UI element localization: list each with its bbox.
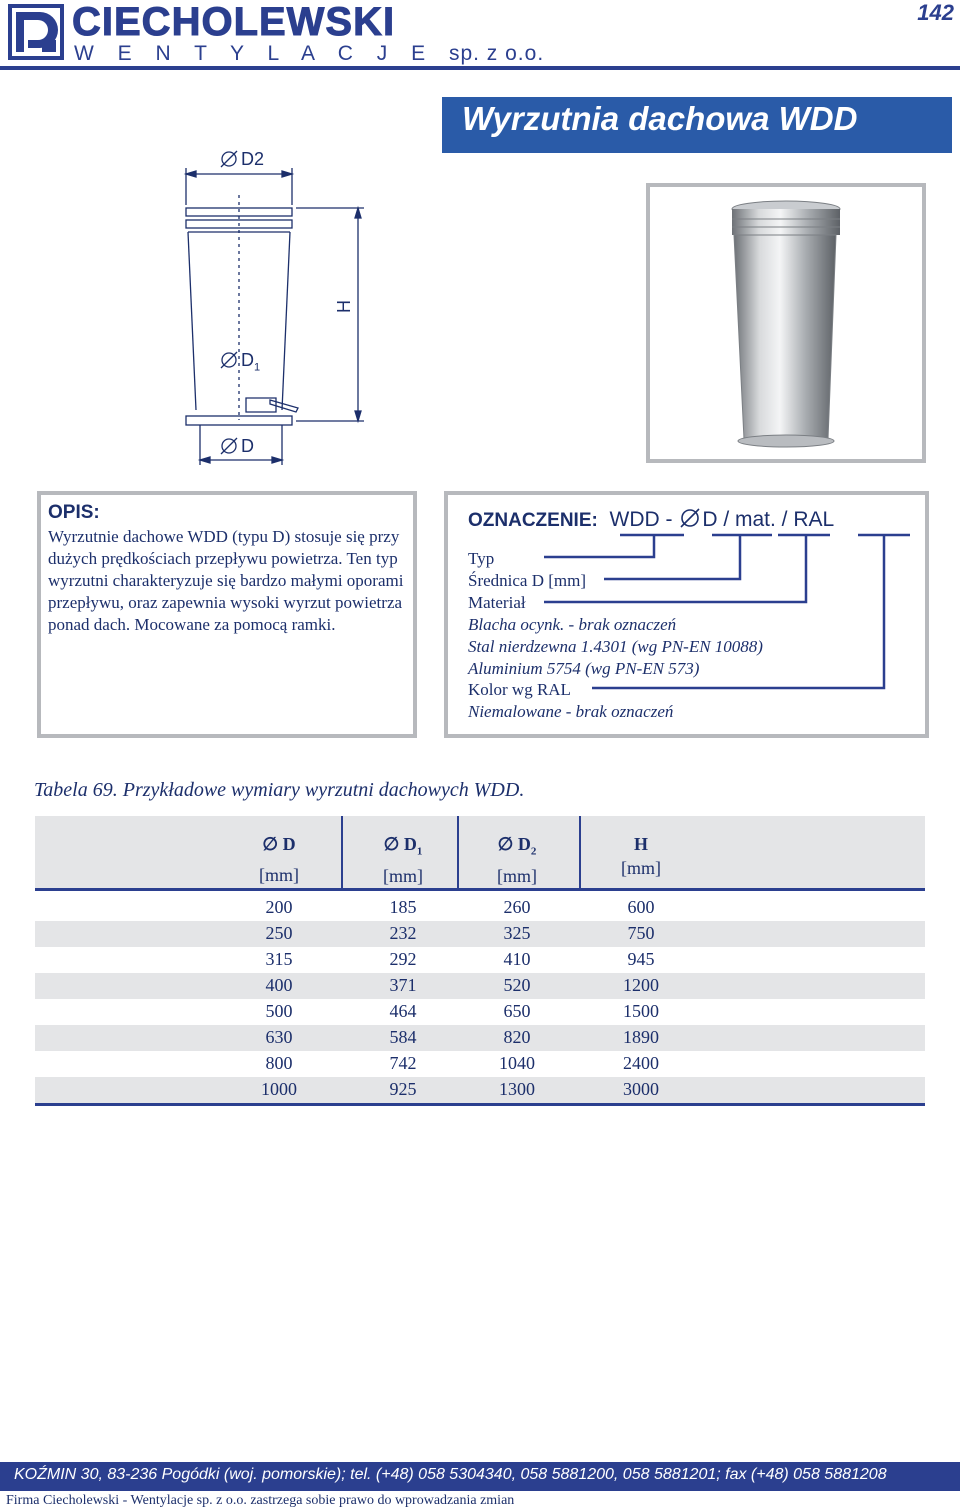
designation-line-diameter: Średnica D [mm] xyxy=(468,571,587,590)
description-text: Wyrzutnie dachowe WDD (typu D) stosuje się przy dużych prędkościach przepływu powietrza. Ten typ wyrzutni charakteryzuje się bardzo małymi oporami przepływu, oraz zapewnia wysoki wyrzut powietrza ponad dach. Mocowane za pomocą ramki. xyxy=(48,527,404,634)
table-row xyxy=(35,1051,925,1077)
table-cell: 200 xyxy=(265,897,293,917)
table-row xyxy=(35,947,925,973)
header-d1: ∅ $D_1$ [mm] xyxy=(383,834,423,886)
table-cell: 520 xyxy=(503,975,531,995)
table-row xyxy=(35,895,925,921)
table-cell: 1500 xyxy=(623,1001,659,1021)
table-cell: 1000 xyxy=(261,1079,297,1099)
table-header xyxy=(35,816,925,891)
label-d1: $D_1$ xyxy=(241,350,261,374)
designation-line-type: Typ xyxy=(468,549,495,568)
table-cell: 584 xyxy=(389,1027,417,1047)
column-divider xyxy=(341,816,343,888)
table-caption: Tabela 69. Przykładowe wymiary wyrzutni dachowych WDD. xyxy=(34,779,525,801)
table-row xyxy=(35,1077,925,1103)
label-d2: D2 xyxy=(241,149,265,169)
table-cell: 2400 xyxy=(623,1053,659,1073)
table-cell: 820 xyxy=(503,1027,531,1047)
technical-drawing xyxy=(0,0,440,480)
table-cell: 464 xyxy=(389,1001,417,1021)
table-cell: 292 xyxy=(389,949,417,969)
table-cell: 800 xyxy=(265,1053,293,1073)
table-row xyxy=(35,973,925,999)
table-body xyxy=(35,891,925,1103)
dimensions-table xyxy=(35,816,925,1106)
table-cell: 742 xyxy=(389,1053,417,1073)
designation-line-unpainted: Niemalowane - brak oznaczeń xyxy=(468,702,674,721)
designation-heading: OZNACZENIE: WDD - D / mat. / RAL xyxy=(468,508,835,531)
designation-line-stainless: Stal nierdzewna 1.4301 (wg PN-EN 10088) xyxy=(468,637,763,656)
table-cell: 925 xyxy=(389,1079,417,1099)
header-d: ∅ D [mm] xyxy=(259,834,299,885)
diameter-icon: ∅ xyxy=(383,834,400,854)
table-cell: 260 xyxy=(503,897,531,917)
table-cell: 945 xyxy=(627,949,655,969)
page-title: Wyrzutnia dachowa WDD xyxy=(462,100,858,137)
table-cell: 315 xyxy=(265,949,293,969)
table-row xyxy=(35,999,925,1025)
product-photo xyxy=(646,183,926,463)
designation-line-ral: Kolor wg RAL xyxy=(468,680,571,699)
description-heading: OPIS: xyxy=(48,502,100,523)
designation-line-material: Materiał xyxy=(468,593,526,612)
table-cell: 3000 xyxy=(623,1079,659,1099)
table-cell: 185 xyxy=(389,897,417,917)
table-cell: 410 xyxy=(503,949,531,969)
table-cell: 500 xyxy=(265,1001,293,1021)
table-row xyxy=(35,1025,925,1051)
column-divider xyxy=(579,816,581,888)
brand-subtitle: W E N T Y L A C J E sp. z o.o. xyxy=(74,42,545,65)
diameter-icon: ∅ xyxy=(262,834,279,854)
table-cell: 400 xyxy=(265,975,293,995)
label-h: H xyxy=(334,300,354,313)
table-cell: 750 xyxy=(627,923,655,943)
table-row xyxy=(35,921,925,947)
table-cell: 325 xyxy=(503,923,531,943)
page-number: 142 xyxy=(917,0,954,25)
brand-name: CIECHOLEWSKI xyxy=(72,0,396,44)
table-cell: 1300 xyxy=(499,1079,535,1099)
header-h: H [mm] xyxy=(621,834,661,878)
designation-line-aluminium: Aluminium 5754 (wg PN-EN 573) xyxy=(468,659,700,678)
footer-note: Firma Ciecholewski - Wentylacje sp. z o.o. zastrzega sobie prawo do wprowadzania zmian xyxy=(6,1493,515,1508)
product-photo-illustration xyxy=(650,187,922,459)
column-divider xyxy=(457,816,459,888)
table-bottom-rule xyxy=(35,1103,925,1106)
table-cell: 630 xyxy=(265,1027,293,1047)
table-cell: 600 xyxy=(627,897,655,917)
diameter-icon: ∅ xyxy=(497,834,514,854)
table-cell: 650 xyxy=(503,1001,531,1021)
footer-address: KOŹMIN 30, 83-236 Pogódki (woj. pomorskie); tel. (+48) 058 5304340, 058 5881200, 058 5881201; fax (+48) 058 5881208 xyxy=(14,1466,887,1483)
table-cell: 232 xyxy=(389,923,417,943)
designation-line-galvanized: Blacha ocynk. - brak oznaczeń xyxy=(468,615,677,634)
table-cell: 250 xyxy=(265,923,293,943)
header-d2: ∅ $D_2$ [mm] xyxy=(497,834,537,886)
table-cell: 1040 xyxy=(499,1053,535,1073)
table-cell: 371 xyxy=(389,975,417,995)
label-d: D xyxy=(241,436,254,456)
table-cell: 1890 xyxy=(623,1027,659,1047)
table-cell: 1200 xyxy=(623,975,659,995)
